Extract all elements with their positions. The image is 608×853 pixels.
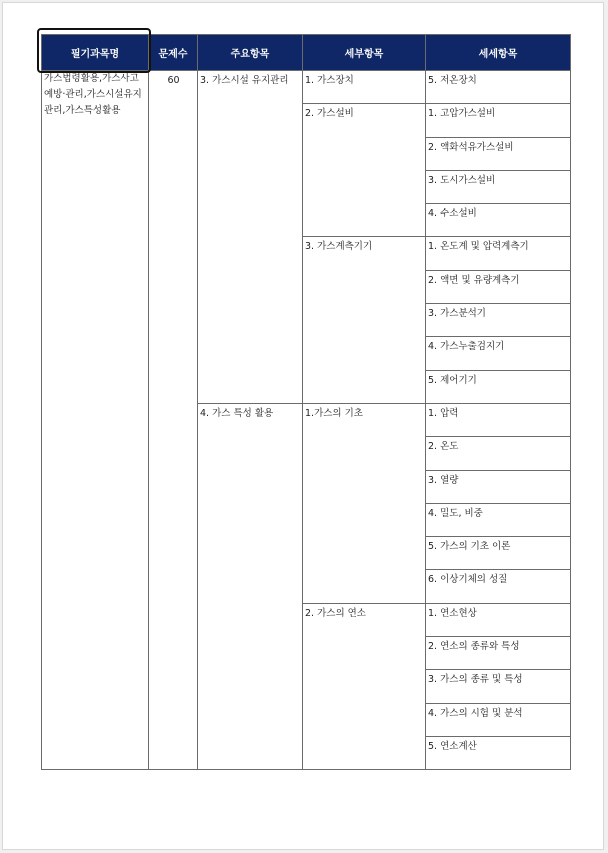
sub-item-cell: 2. 가스설비 <box>303 104 426 237</box>
detail-item-cell: 1. 온도계 및 압력계측기 <box>426 237 571 270</box>
detail-item-cell: 5. 가스의 기초 이론 <box>426 537 571 570</box>
sub-item-cell: 3. 가스계측기기 <box>303 237 426 403</box>
table-row <box>42 71 571 104</box>
header-detail-item: 세세항목 <box>426 35 571 71</box>
detail-item-cell: 4. 가스의 시험 및 분석 <box>426 703 571 736</box>
document-page <box>2 2 604 850</box>
main-item-cell: 4. 가스 특성 활용 <box>198 403 303 769</box>
detail-item-cell: 5. 저온장치 <box>426 71 571 104</box>
detail-item-cell: 1. 연소현상 <box>426 603 571 636</box>
detail-item-cell: 4. 밀도, 비중 <box>426 503 571 536</box>
header-subject: 필기과목명 <box>42 35 149 71</box>
detail-item-cell: 3. 가스분석기 <box>426 304 571 337</box>
sub-item-cell: 1. 가스장치 <box>303 71 426 104</box>
detail-item-cell: 5. 연소계산 <box>426 736 571 769</box>
main-item-cell: 3. 가스시설 유지관리 <box>198 71 303 404</box>
sub-item-cell: 1.가스의 기초 <box>303 403 426 603</box>
detail-item-cell: 2. 액면 및 유량계측기 <box>426 270 571 303</box>
detail-item-cell: 4. 수소설비 <box>426 204 571 237</box>
exam-syllabus-table <box>41 34 571 770</box>
detail-item-cell: 4. 가스누출검지기 <box>426 337 571 370</box>
detail-item-cell: 1. 고압가스설비 <box>426 104 571 137</box>
detail-item-cell: 2. 온도 <box>426 437 571 470</box>
subject-name-cell: 가스법령활용,가스사고예방·관리,가스시설유지관리,가스특성활용 <box>42 71 149 770</box>
header-main-item: 주요항목 <box>198 35 303 71</box>
header-sub-item: 세부항목 <box>303 35 426 71</box>
detail-item-cell: 1. 압력 <box>426 403 571 436</box>
sub-item-cell: 2. 가스의 연소 <box>303 603 426 769</box>
detail-item-cell: 3. 열량 <box>426 470 571 503</box>
detail-item-cell: 2. 연소의 종류와 특성 <box>426 637 571 670</box>
detail-item-cell: 5. 제어기기 <box>426 370 571 403</box>
question-count-cell: 60 <box>149 71 198 770</box>
detail-item-cell: 3. 가스의 종류 및 특성 <box>426 670 571 703</box>
table-header-row <box>42 35 571 71</box>
detail-item-cell: 6. 이상기체의 성질 <box>426 570 571 603</box>
detail-item-cell: 3. 도시가스설비 <box>426 170 571 203</box>
detail-item-cell: 2. 액화석유가스설비 <box>426 137 571 170</box>
header-question-count: 문제수 <box>149 35 198 71</box>
